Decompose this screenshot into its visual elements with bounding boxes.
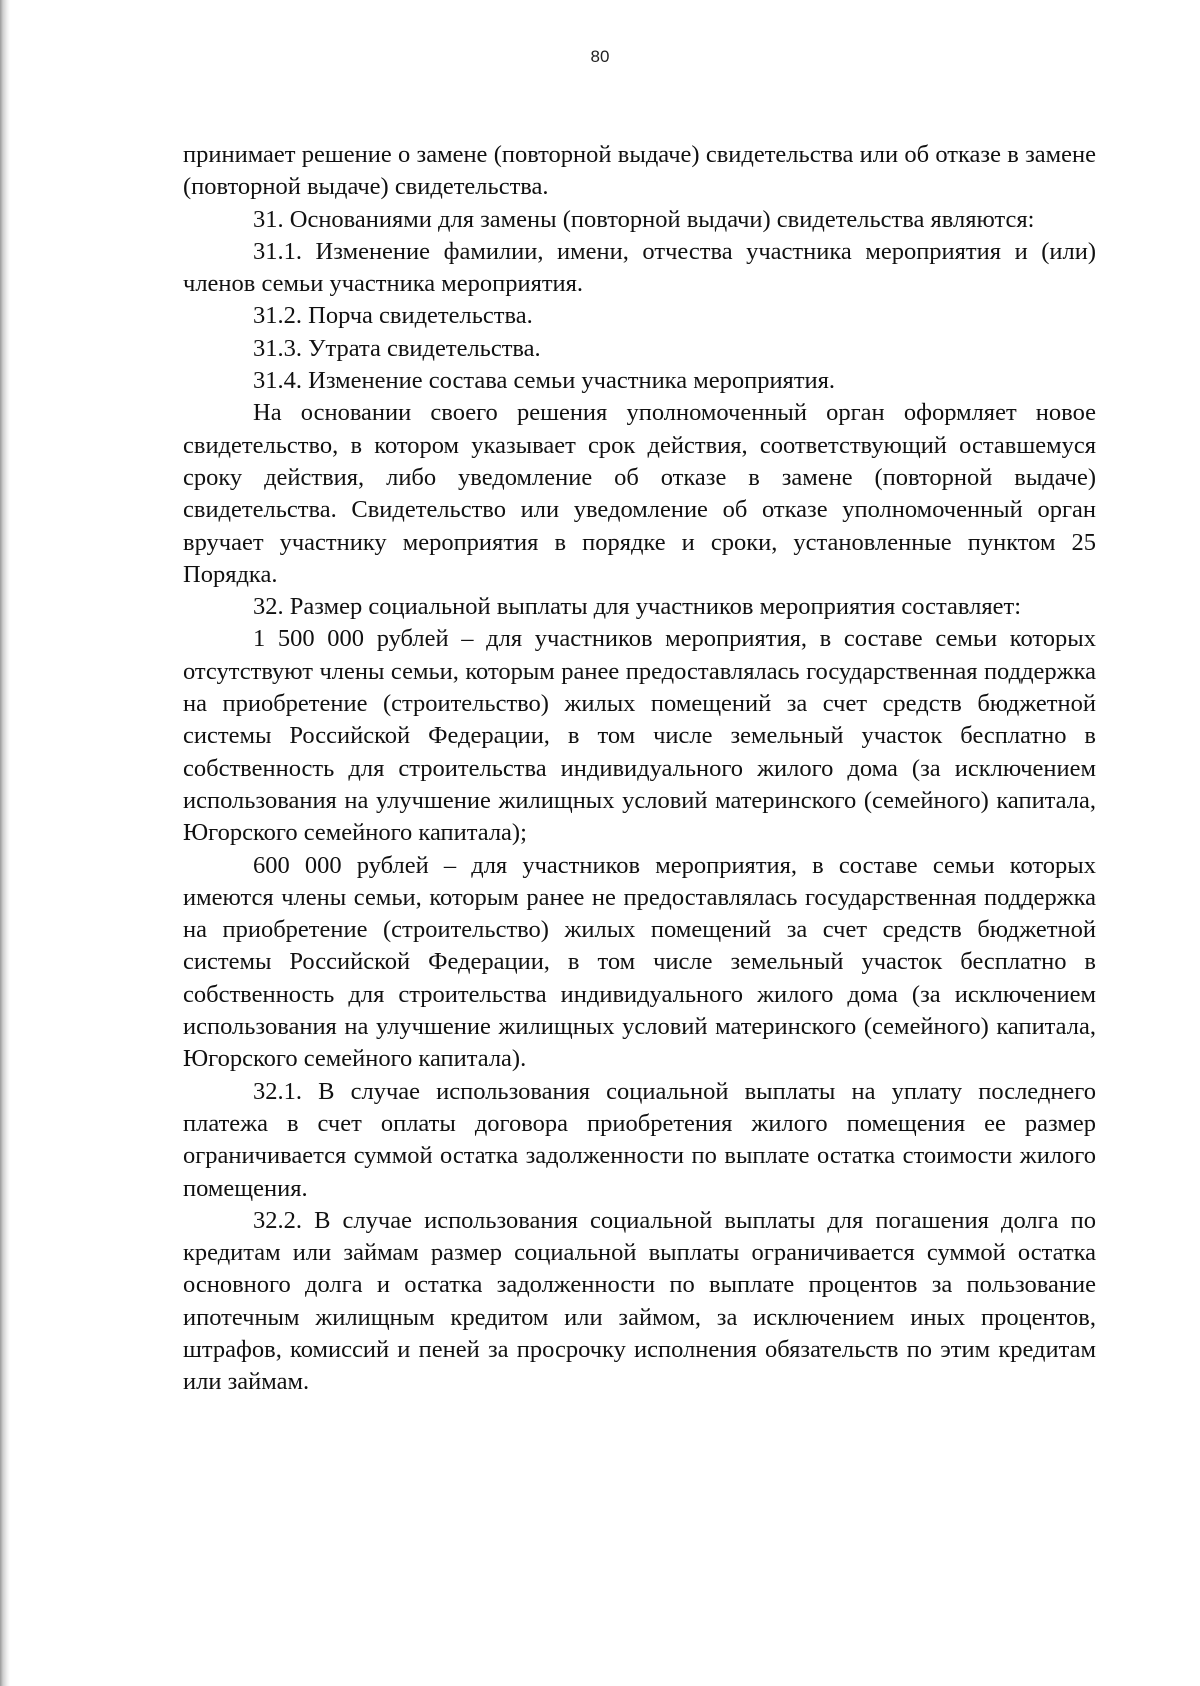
paragraph-32: 32. Размер социальной выплаты для участников мероприятия составляет: <box>253 593 1022 621</box>
paragraph-32-amount-2: 600 000 рублей – для участников мероприятия, в составе семьи которых имеются члены семьи, которым ранее не предоставлялась государственная поддержка на приобретение (строительство) жилых помещений за счет средств бюджетной системы Российской Федерации, в том числе земельный участок бесплатно в собственность для строительства индивидуального жилого дома (за исключением использования на улучшение жилищных условий материнского (семейного) капитала, Югорского семейного капитала). <box>183 851 1096 1073</box>
paragraph-continuation: принимает решение о замене (повторной выдаче) свидетельства или об отказе в замене (повторной выдаче) свидетельства. <box>183 141 1096 201</box>
paragraph-decision: На основании своего решения уполномоченный орган оформляет новое свидетельство, в котором указывает срок действия, соответствующий оставшемуся сроку действия, либо уведомление об отказе в замене (повторной выдаче) свидетельства. Свидетельство или уведомление об отказе уполномоченный орган вручает участнику мероприятия в порядке и сроки, установленные пунктом 25 Порядка. <box>183 399 1096 588</box>
document-body <box>183 139 1096 1399</box>
paragraph-31-1: 31.1. Изменение фамилии, имени, отчества участника мероприятия и (или) членов семьи участника мероприятия. <box>183 237 1096 298</box>
paragraph-32-amount-1: 1 500 000 рублей – для участников мероприятия, в составе семьи которых отсутствуют члены семьи, которым ранее предоставлялась государственная поддержка на приобретение (строительство) жилых помещений за счет средств бюджетной системы Российской Федерации, в том числе земельный участок бесплатно в собственность для строительства индивидуального жилого дома (за исключением использования на улучшение жилищных условий материнского (семейного) капитала, Югорского семейного капитала); <box>183 625 1096 847</box>
paragraph-32-1: 32.1. В случае использования социальной выплаты на уплату последнего платежа в счет оплаты договора приобретения жилого помещения ее размер ограничивается суммой остатка задолженности по выплате остатка стоимости жилого помещения. <box>183 1077 1096 1202</box>
paragraph-31-4: 31.4. Изменение состава семьи участника мероприятия. <box>253 367 836 395</box>
scan-edge-shadow <box>0 0 10 1686</box>
paragraph-31: 31. Основаниями для замены (повторной выдачи) свидетельства являются: <box>253 205 1035 233</box>
paragraph-31-2: 31.2. Порча свидетельства. <box>253 302 533 330</box>
paragraph-31-3: 31.3. Утрата свидетельства. <box>253 334 541 362</box>
paragraph-32-2: 32.2. В случае использования социальной выплаты для погашения долга по кредитам или займам размер социальной выплаты ограничивается суммой остатка основного долга и остатка задолженности по выплате процентов за пользование ипотечным жилищным кредитом или займом, за исключением иных процентов, штрафов, комиссий и пеней за просрочку исполнения обязательств по этим кредитам или займам. <box>183 1206 1096 1396</box>
page-number: 80 <box>590 47 610 66</box>
